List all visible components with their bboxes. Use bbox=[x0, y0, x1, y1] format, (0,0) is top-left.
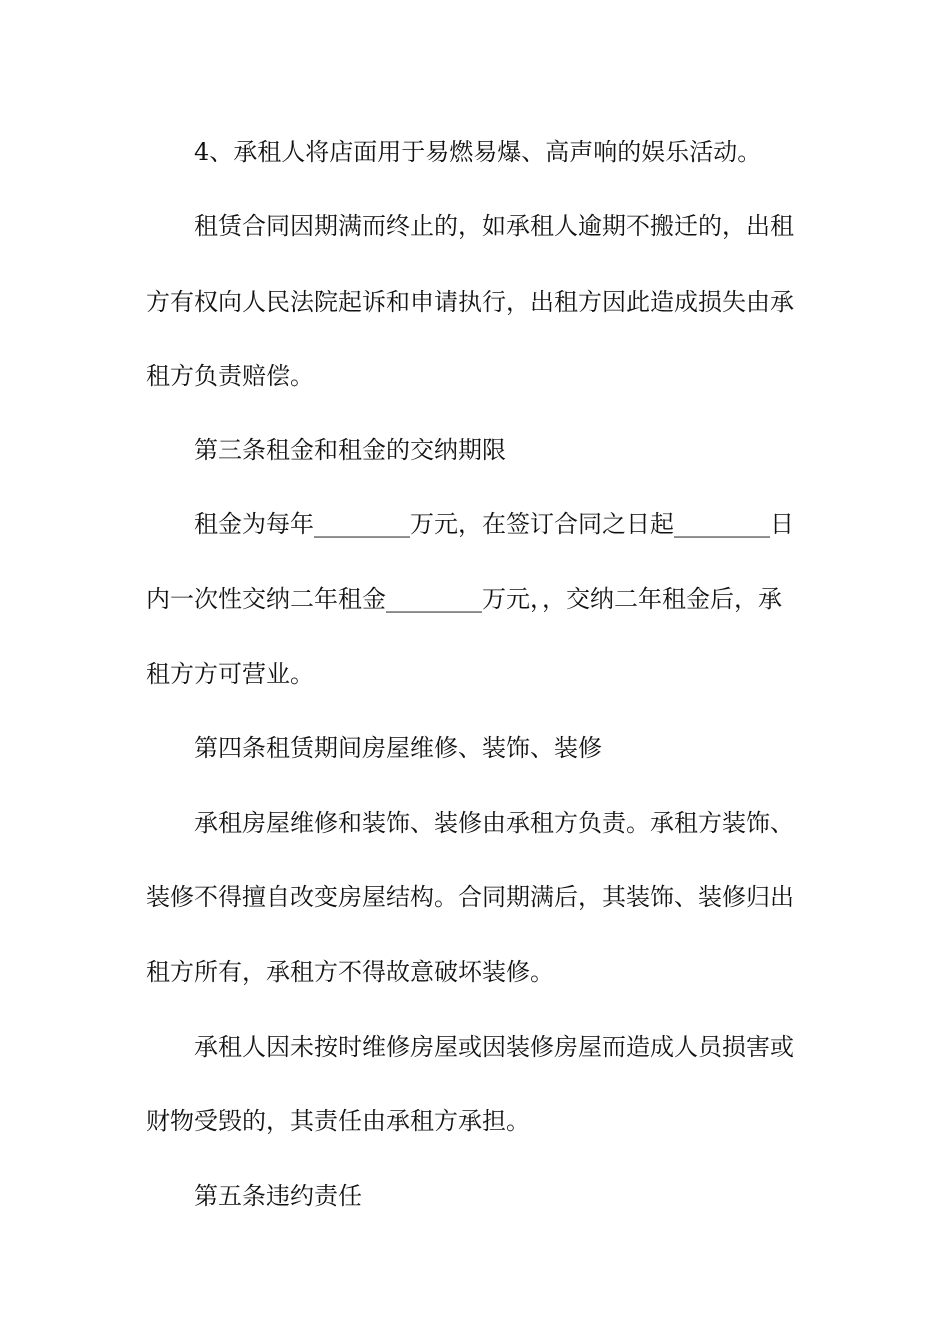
paragraph-line: 承租房屋维修和装饰、装修由承租方负责。承租方装饰、 bbox=[194, 809, 794, 837]
paragraph-line: 租金为每年________万元，在签订合同之日起________日 bbox=[194, 510, 794, 538]
paragraph-line: 财物受毁的，其责任由承租方承担。 bbox=[146, 1107, 530, 1135]
paragraph-line: 装修不得擅自改变房屋结构。合同期满后，其装饰、装修归出 bbox=[146, 883, 794, 911]
paragraph-line: 内一次性交纳二年租金________万元，，交纳二年租金后，承 bbox=[146, 585, 782, 613]
paragraph-line: 租方方可营业。 bbox=[146, 660, 314, 688]
paragraph-line: 方有权向人民法院起诉和申请执行，出租方因此造成损失由承 bbox=[146, 288, 794, 316]
section-heading: 第三条租金和租金的交纳期限 bbox=[194, 436, 506, 464]
paragraph-line: 租方所有，承租方不得故意破坏装修。 bbox=[146, 958, 554, 986]
paragraph-line: 租方负责赔偿。 bbox=[146, 362, 314, 390]
paragraph-line: 承租人因未按时维修房屋或因装修房屋而造成人员损害或 bbox=[194, 1033, 794, 1061]
section-heading: 第四条租赁期间房屋维修、装饰、装修 bbox=[194, 734, 602, 762]
section-heading: 第五条违约责任 bbox=[194, 1182, 362, 1210]
paragraph-line: 租赁合同因期满而终止的，如承租人逾期不搬迁的，出租 bbox=[194, 212, 794, 240]
paragraph-line: 4、承租人将店面用于易燃易爆、高声响的娱乐活动。 bbox=[194, 138, 762, 166]
